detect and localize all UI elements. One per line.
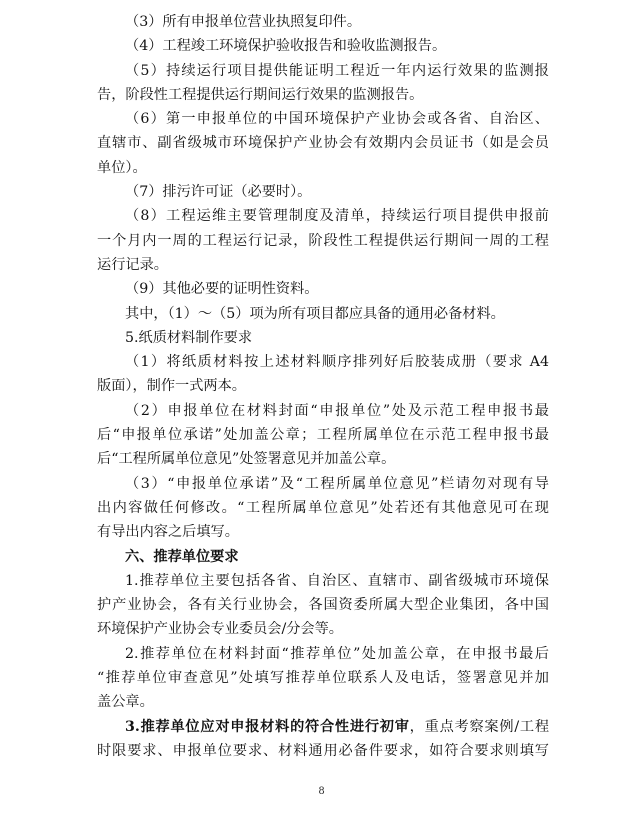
paragraph-line: （3）“申报单位承诺”及“工程所属单位意见”栏请勿对现有导	[125, 475, 549, 492]
paragraph-line: 后“工程所属单位意见”处签署意见并加盖公章。	[97, 451, 396, 468]
paragraph-line: （1）将纸质材料按上述材料顺序排列好后胶装成册（要求 A4	[125, 354, 549, 371]
paragraph-line: 有导出内容之后填写。	[97, 524, 239, 541]
document-body	[97, 10, 549, 763]
paragraph-line: 后“申报单位承诺”处加盖公章；工程所属单位在示范工程申报书最	[97, 427, 549, 444]
section-subheading: 5.纸质材料制作要求	[125, 329, 253, 346]
section-heading: 六、推荐单位要求	[125, 548, 239, 565]
paragraph-line: 环境保护产业协会专业委员会/分会等。	[97, 621, 343, 638]
paragraph-line: 出内容做任何修改。“工程所属单位意见”处若还有其他意见可在现	[97, 499, 549, 516]
paragraph-line: 直辖市、副省级城市环境保护产业协会有效期内会员证书（如是会员	[97, 135, 549, 152]
paragraph-line: 护产业协会，各有关行业协会，各国资委所属大型企业集团，各中国	[97, 597, 549, 614]
paragraph-line: （3）所有申报单位营业执照复印件。	[125, 14, 362, 30]
paragraph-line: 1.推荐单位主要包括各省、自治区、直辖市、副省级城市环境保	[125, 572, 549, 589]
paragraph-line: （8）工程运维主要管理制度及清单，持续运行项目提供申报前	[125, 208, 549, 225]
paragraph-line: 2.推荐单位在材料封面“推荐单位”处加盖公章，在申报书最后	[125, 645, 549, 662]
paragraph-line: （2）申报单位在材料封面“申报单位”处及示范工程申报书最	[125, 402, 549, 419]
paragraph-text: ，重点考察案例/工程	[409, 718, 549, 735]
paragraph-line: 其中，（1）～（5）项为所有项目都应具备的通用必备材料。	[125, 305, 505, 322]
paragraph-line: 盖公章。	[97, 694, 154, 711]
paragraph-line: （4）工程竣工环境保护验收报告和验收监测报告。	[125, 38, 447, 55]
paragraph-line: 告，阶段性工程提供运行期间运行效果的监测报告。	[97, 86, 424, 103]
paragraph-line: 一个月内一周的工程运行记录，阶段性工程提供运行期间一周的工程	[97, 232, 549, 249]
paragraph-line: （9）其他必要的证明性资料。	[125, 281, 319, 298]
paragraph-line: （5）持续运行项目提供能证明工程近一年内运行效果的监测报	[125, 62, 549, 79]
paragraph-line	[97, 715, 549, 739]
paragraph-line: 时限要求、申报单位要求、材料通用必备件要求，如符合要求则填写	[97, 742, 549, 759]
paragraph-line: （7）排污许可证（必要时）。	[125, 184, 312, 201]
paragraph-line: 单位）。	[97, 159, 147, 176]
page-number: 8	[318, 786, 325, 797]
paragraph-line: 版面），制作一式两本。	[97, 378, 246, 395]
paragraph-line: “推荐单位审查意见”处填写推荐单位联系人及电话，签署意见并加	[97, 670, 549, 687]
paragraph-line: 运行记录。	[97, 256, 168, 273]
paragraph-line: （6）第一申报单位的中国环境保护产业协会或各省、自治区、	[125, 111, 549, 128]
bold-lead-text: 3.推荐单位应对申报材料的符合性进行初审	[125, 718, 410, 735]
